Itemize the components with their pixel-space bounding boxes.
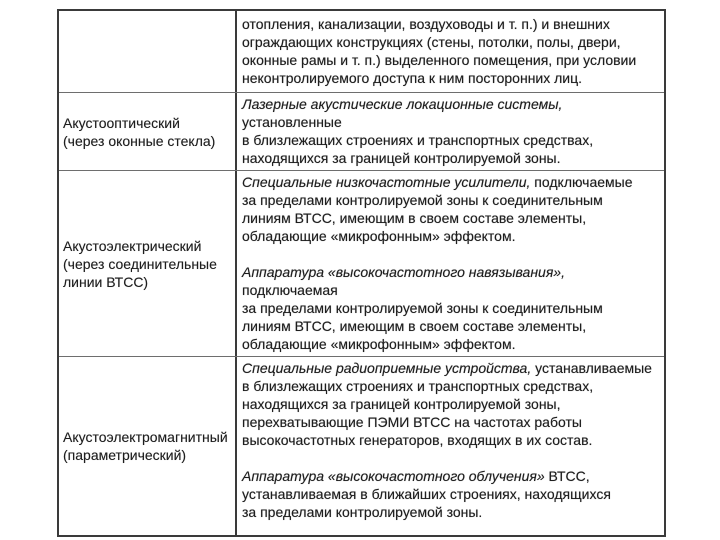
channel-cell [59, 171, 237, 356]
text-line: за пределами контролируемой зоны к соединительным [242, 300, 603, 316]
device-tail: устанавливаемые [531, 360, 652, 376]
text-line [242, 173, 659, 191]
channel-name: Акустооптический [63, 114, 180, 131]
text-line: обладающие «микрофонным» эффектом. [242, 336, 516, 352]
text-line: ограждающих конструкциях (стены, потолки, полы, двери, [242, 34, 621, 50]
text-line: находящихся за границей контролируемой зоны, [242, 396, 561, 412]
text-line: устанавливаемая в ближайших строениях, находящихся [242, 486, 611, 502]
text-line: высокочастотных генераторов, входящих в их состав. [242, 432, 593, 448]
text-line: за пределами контролируемой зоны. [242, 504, 483, 520]
text-line: отопления, канализации, воздуховоды и т. п.) и внешних [242, 16, 610, 32]
text-line [242, 467, 659, 485]
text-line: за пределами контролируемой зоны к соединительным [242, 192, 603, 208]
text-line [242, 359, 659, 377]
text-line: подключаемая [242, 282, 338, 298]
channel-cell [59, 11, 237, 92]
device-tail: подключаемые [530, 174, 633, 190]
channel-note: линии ВТСС) [63, 273, 149, 290]
text-line: установленные [242, 114, 342, 130]
channel-note: (параметрический) [63, 447, 187, 463]
channel-note: (через оконные стекла) [63, 132, 216, 149]
device-name: Специальные радиоприемные устройства, [242, 360, 532, 376]
text-line: обладающие «микрофонным» эффектом. [242, 228, 516, 244]
device-name: Лазерные акустические локационные системы, [242, 96, 563, 112]
text-line: в близлежащих строениях и транспортных средствах, [242, 132, 594, 148]
device-cell [237, 11, 664, 92]
text-line: линиям ВТСС, имеющим в своем составе элементы, [242, 318, 587, 334]
text-line: находящихся за границей контролируемой зоны. [242, 150, 561, 166]
text-line: перехватывающие ПЭМИ ВТСС на частотах работы [242, 414, 582, 430]
device-tail: ВТСС, [544, 468, 590, 484]
channels-table [57, 9, 666, 537]
device-cell [237, 171, 664, 356]
device-cell [237, 357, 664, 535]
text-line: оконные рамы и т. п.) выделенного помещения, при условии [242, 52, 637, 68]
channel-cell [59, 357, 237, 535]
table-row [59, 357, 664, 535]
device-cell [237, 93, 664, 170]
text-line: линиям ВТСС, имеющим в своем составе элементы, [242, 210, 587, 226]
device-name: Специальные низкочастотные усилители, [242, 174, 531, 190]
channel-cell [59, 93, 237, 170]
table-row [59, 171, 664, 357]
table-row [59, 11, 664, 93]
channel-note: (через соединительные [63, 255, 217, 272]
device-name: Аппаратура «высокочастотного облучения» [242, 468, 545, 484]
channel-name: Акустоэлектрический [63, 237, 202, 254]
table-row [59, 93, 664, 171]
device-name: Аппаратура «высокочастотного навязывания», [242, 264, 565, 280]
text-line: неконтролируемого доступа к ним посторонних лиц. [242, 70, 583, 86]
channel-name: Акустоэлектромагнитный [63, 429, 228, 445]
text-line: в близлежащих строениях и транспортных средствах, [242, 378, 594, 394]
